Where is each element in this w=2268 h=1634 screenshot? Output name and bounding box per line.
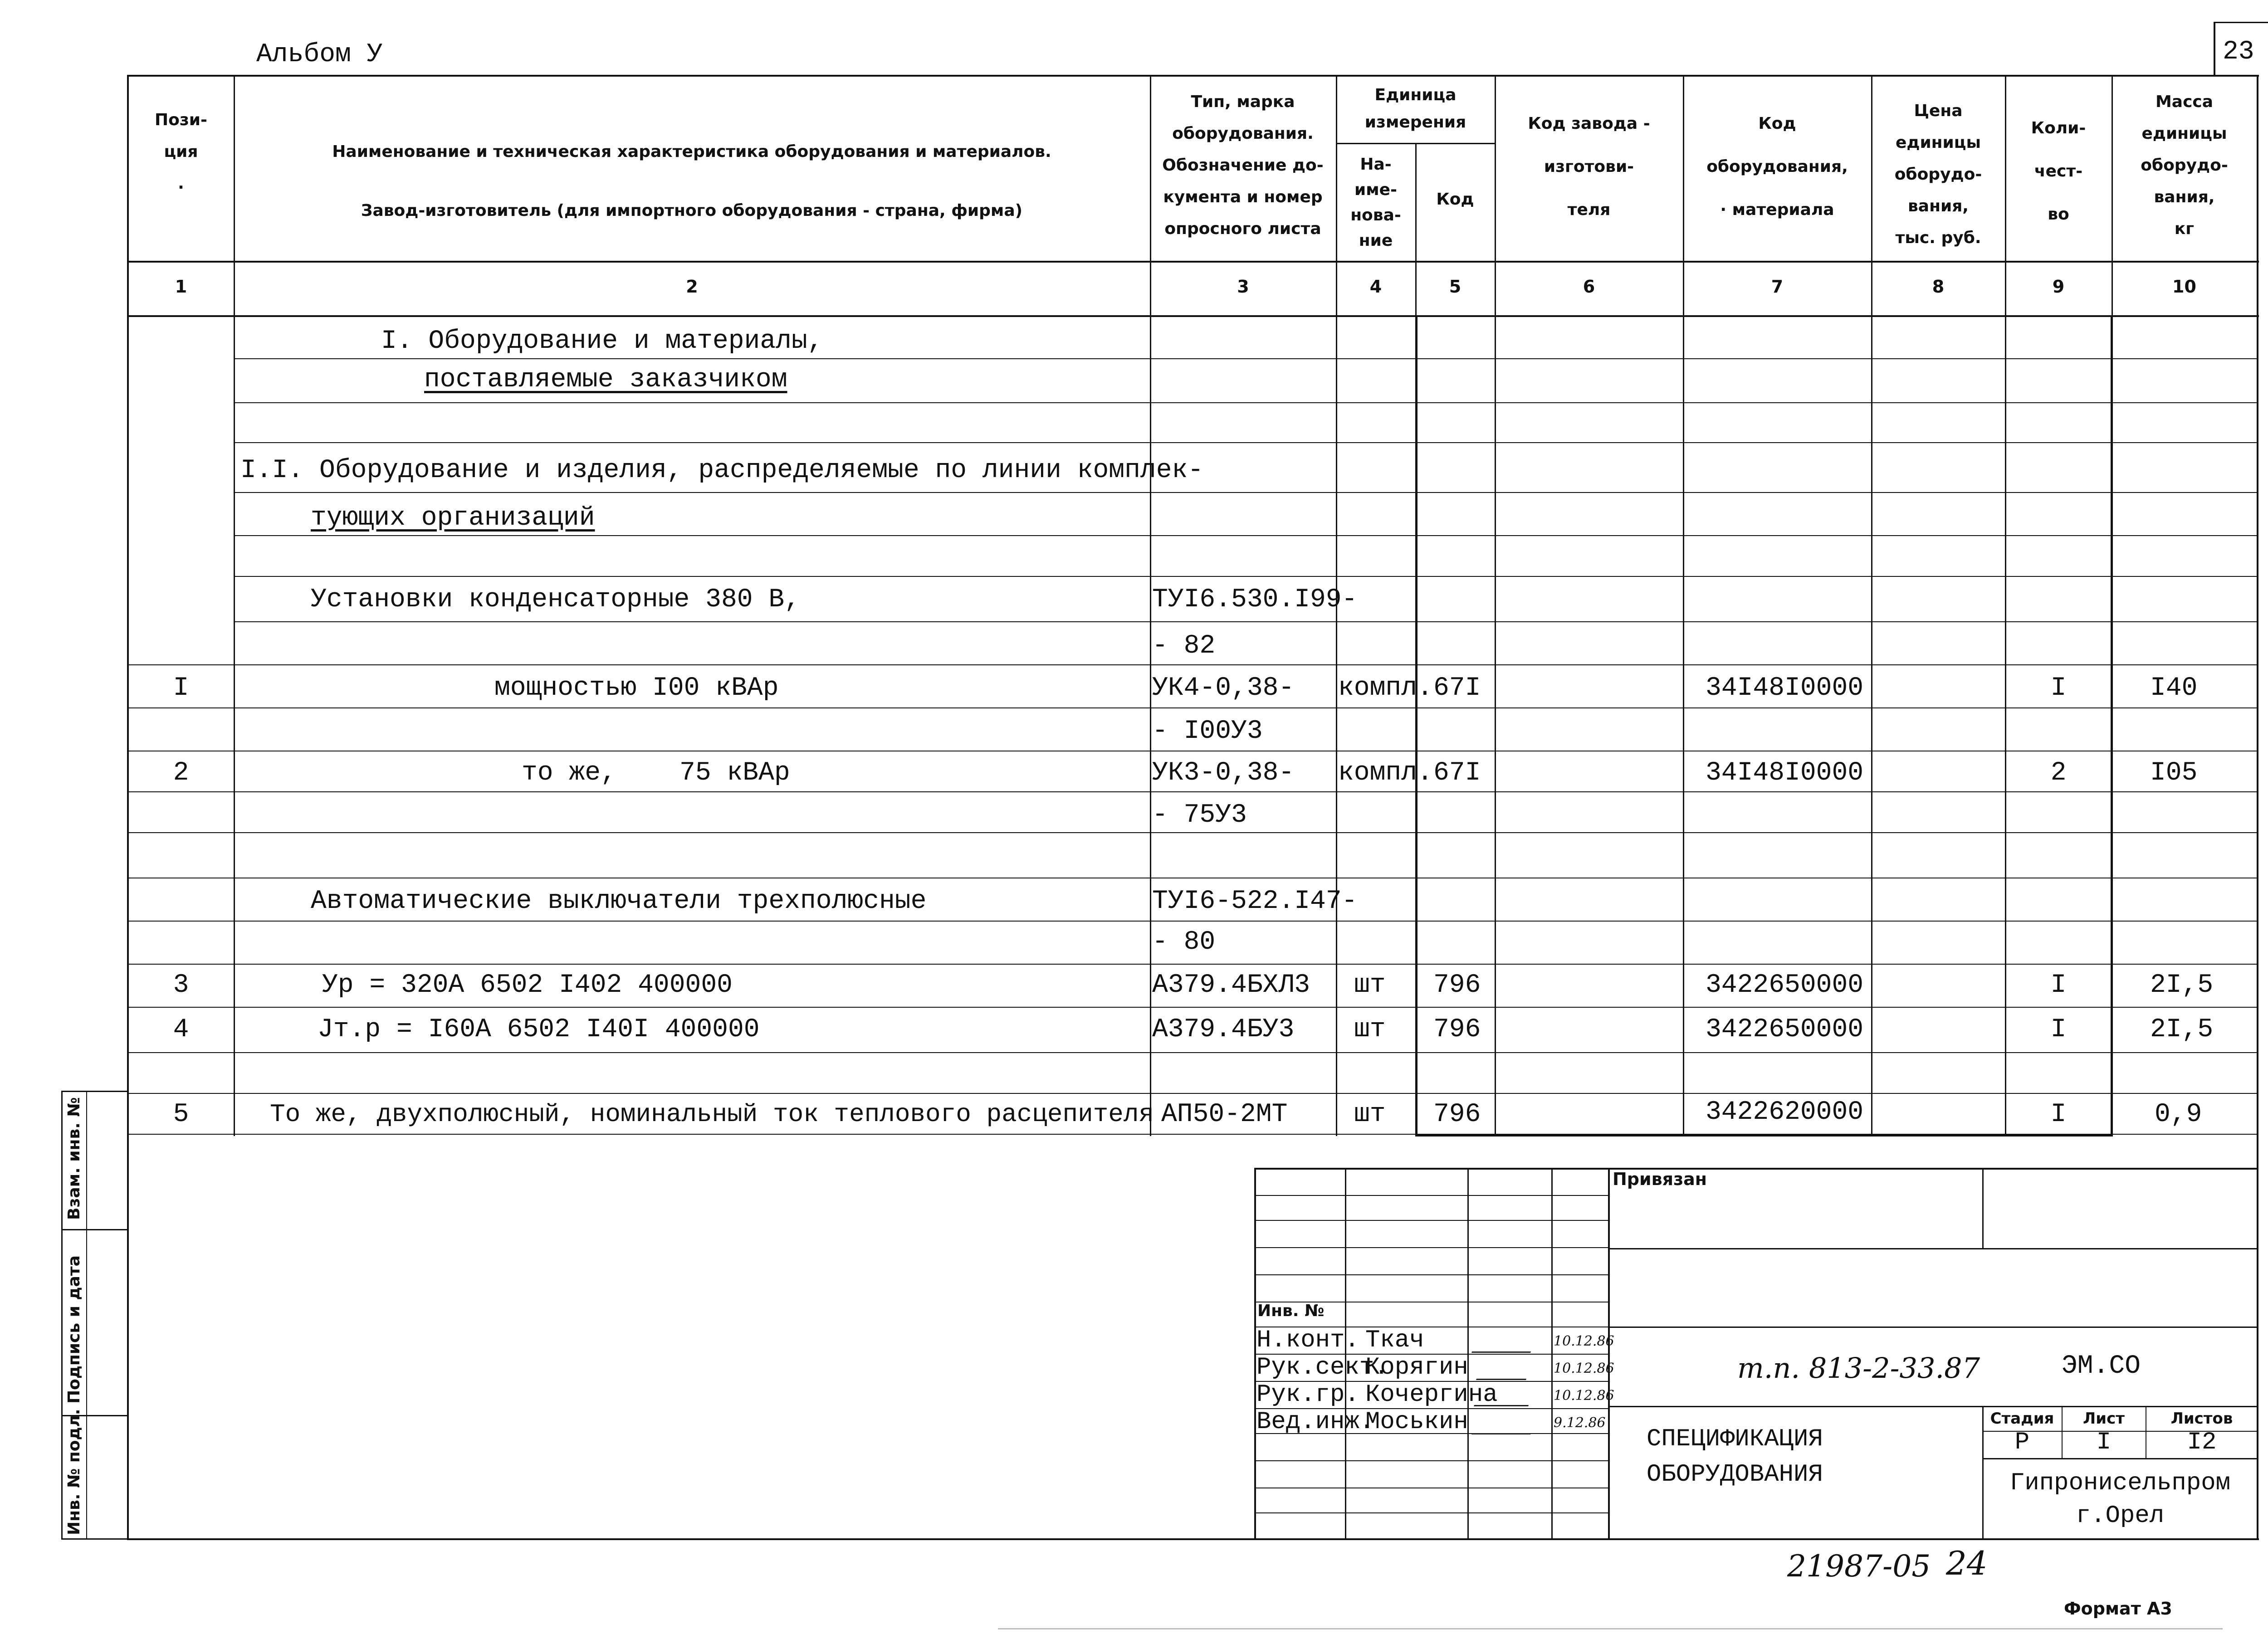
header-unit: Единица измерения (1364, 86, 1466, 132)
item-doc: - 82 (1152, 631, 1216, 661)
item-position: I (173, 673, 189, 703)
privyazan-label: Привязан (1613, 1169, 1707, 1189)
staff-date: 10.12.86 (1554, 1388, 1614, 1404)
signature-mark (1476, 1365, 1531, 1380)
signature-mark (1471, 1419, 1536, 1434)
item-unit-code: 67I (1433, 673, 1481, 703)
item-unit: шт (1354, 971, 1386, 1000)
item-type: УК4-0,38- (1152, 673, 1295, 703)
staff-role: Н.конт. (1256, 1327, 1359, 1354)
item-qty: I (2050, 673, 2067, 703)
sheet-label: Лист (2083, 1410, 2125, 1428)
header-price: Цена единицы оборудо- вания, тыс. руб. (1894, 102, 1982, 247)
item-code: 3422620000 (1706, 1097, 1864, 1127)
item-type: АП50-2МТ (1161, 1100, 1288, 1129)
item-unit: компл. (1338, 758, 1433, 788)
item-position: 4 (173, 1015, 189, 1044)
colnum-3: 3 (1237, 277, 1249, 297)
subsection-heading: I.I. Оборудование и изделия, распределяемые по линии комплек- (240, 456, 1204, 485)
sheets-label: Листов (2170, 1410, 2233, 1428)
item-type: А379.4БХЛ3 (1152, 971, 1310, 1000)
colnum-8: 8 (1932, 277, 1945, 297)
staff-role: Вед.инж. (1256, 1408, 1374, 1436)
sheets-value: I2 (2187, 1429, 2217, 1456)
staff-date: 10.12.86 (1554, 1361, 1614, 1376)
colnum-5: 5 (1449, 277, 1461, 297)
staff-name: Кочергина (1365, 1381, 1498, 1409)
item-unit-code: 796 (1433, 1100, 1481, 1129)
archive-page: 24 (1946, 1544, 1988, 1582)
header-name: Наименование и техническая характеристика оборудования и материалов. Завод-изготовитель (для импортного оборудования - страна, фирма) (332, 142, 1051, 220)
item-unit-code: 796 (1433, 971, 1481, 1000)
colnum-10: 10 (2172, 277, 2196, 297)
staff-date: 10.12.86 (1554, 1333, 1614, 1349)
signature-mark (1474, 1391, 1534, 1406)
item-group-name: Автоматические выключатели трехполюсные (311, 887, 927, 916)
subsection-heading: тующих организаций (311, 503, 595, 533)
item-qty: I (2050, 971, 2067, 1000)
stage-value: Р (2014, 1429, 2030, 1456)
item-mass: 0,9 (2155, 1100, 2202, 1129)
header-unit-name: На- име- нова- ние (1350, 155, 1401, 250)
colnum-9: 9 (2052, 277, 2065, 297)
item-name: то же, 75 кВАр (522, 758, 790, 788)
item-doc: ТУI6.530.I99- (1152, 585, 1358, 615)
item-code: 3422650000 (1706, 1015, 1864, 1044)
project-code: т.п. 813-2-33.87 (1737, 1351, 1980, 1385)
sheet-value: I (2096, 1429, 2112, 1456)
header-equipment-code: Код оборудования, · материала (1706, 114, 1848, 219)
side-label-replacement: Взам. инв. № (65, 1097, 83, 1220)
item-name: То же, двухполюсный, номинальный ток теплового расцепителя (270, 1100, 1154, 1129)
colnum-6: 6 (1583, 277, 1595, 297)
item-position: 5 (173, 1100, 189, 1129)
archive-number: 21987-05 (1787, 1549, 1931, 1584)
staff-name: Корягин (1365, 1354, 1468, 1381)
format-label: Формат А3 (2064, 1599, 2172, 1619)
item-type: А379.4БУ3 (1152, 1015, 1295, 1044)
item-type: УК3-0,38- (1152, 758, 1295, 788)
album-title: Альбом У (256, 40, 383, 69)
header-unit-code: Код (1436, 190, 1474, 209)
item-group-name: Установки конденсаторные 380 В, (311, 585, 800, 615)
document-mark: ЭМ.СО (2062, 1351, 2141, 1381)
item-type: - I00У3 (1152, 717, 1263, 746)
item-mass: I05 (2150, 758, 2198, 788)
item-doc: ТУI6-522.I47- (1152, 887, 1358, 916)
item-unit: шт (1354, 1100, 1386, 1129)
item-code: 34I48I0000 (1706, 673, 1864, 703)
item-qty: I (2050, 1015, 2067, 1044)
item-name: Jт.р = I60А 6502 I40I 400000 (318, 1015, 760, 1044)
item-name: мощностью I00 кВАр (494, 673, 779, 703)
item-unit-code: 796 (1433, 1015, 1481, 1044)
staff-name: Ткач (1365, 1327, 1424, 1354)
item-position: 2 (173, 758, 189, 788)
item-qty: I (2050, 1100, 2067, 1129)
colnum-4: 4 (1369, 277, 1382, 297)
staff-role: Рук.сект. (1256, 1354, 1389, 1381)
page-number: 23 (2223, 37, 2254, 67)
item-code: 34I48I0000 (1706, 758, 1864, 788)
header-mass: Масса единицы оборудо- вания, кг (2141, 93, 2228, 238)
item-unit-code: 67I (1433, 758, 1481, 788)
header-factory-code: Код завода - изготови- теля (1528, 114, 1650, 219)
side-label-inventory: Инв. № подл. (65, 1409, 83, 1535)
item-position: 3 (173, 971, 189, 1000)
item-mass: I40 (2150, 673, 2198, 703)
section-heading: поставляемые заказчиком (424, 365, 787, 395)
item-mass: 2I,5 (2150, 971, 2214, 1000)
item-mass: 2I,5 (2150, 1015, 2214, 1044)
document-title: СПЕЦИФИКАЦИЯ ОБОРУДОВАНИЯ (1647, 1425, 1823, 1488)
item-code: 3422650000 (1706, 971, 1864, 1000)
colnum-2: 2 (686, 277, 698, 297)
item-unit: шт (1354, 1015, 1386, 1044)
header-type: Тип, марка оборудования. Обозначение до- кумента и номер опросного листа (1162, 93, 1324, 238)
organization: Гипронисельпром г.Орел (2009, 1469, 2231, 1530)
item-name: Ур = 320А 6502 I402 400000 (322, 971, 733, 1000)
header-quantity: Коли- чест- во (2031, 119, 2086, 224)
item-type: - 75У3 (1152, 800, 1247, 830)
staff-role: Рук.гр. (1256, 1381, 1359, 1409)
inv-no-label: Инв. № (1257, 1302, 1325, 1320)
staff-name: Моськин (1365, 1408, 1468, 1436)
item-doc: - 80 (1152, 927, 1216, 957)
staff-date: 9.12.86 (1554, 1415, 1606, 1431)
colnum-7: 7 (1771, 277, 1784, 297)
side-label-signature: Подпись и дата (65, 1255, 83, 1404)
signature-mark (1471, 1338, 1536, 1353)
item-qty: 2 (2050, 758, 2067, 788)
section-heading: I. Оборудование и материалы, (381, 327, 823, 356)
item-unit: компл. (1338, 673, 1433, 703)
stage-label: Стадия (1990, 1410, 2054, 1428)
header-position: Пози- ция . (155, 111, 207, 193)
colnum-1: 1 (175, 277, 187, 297)
